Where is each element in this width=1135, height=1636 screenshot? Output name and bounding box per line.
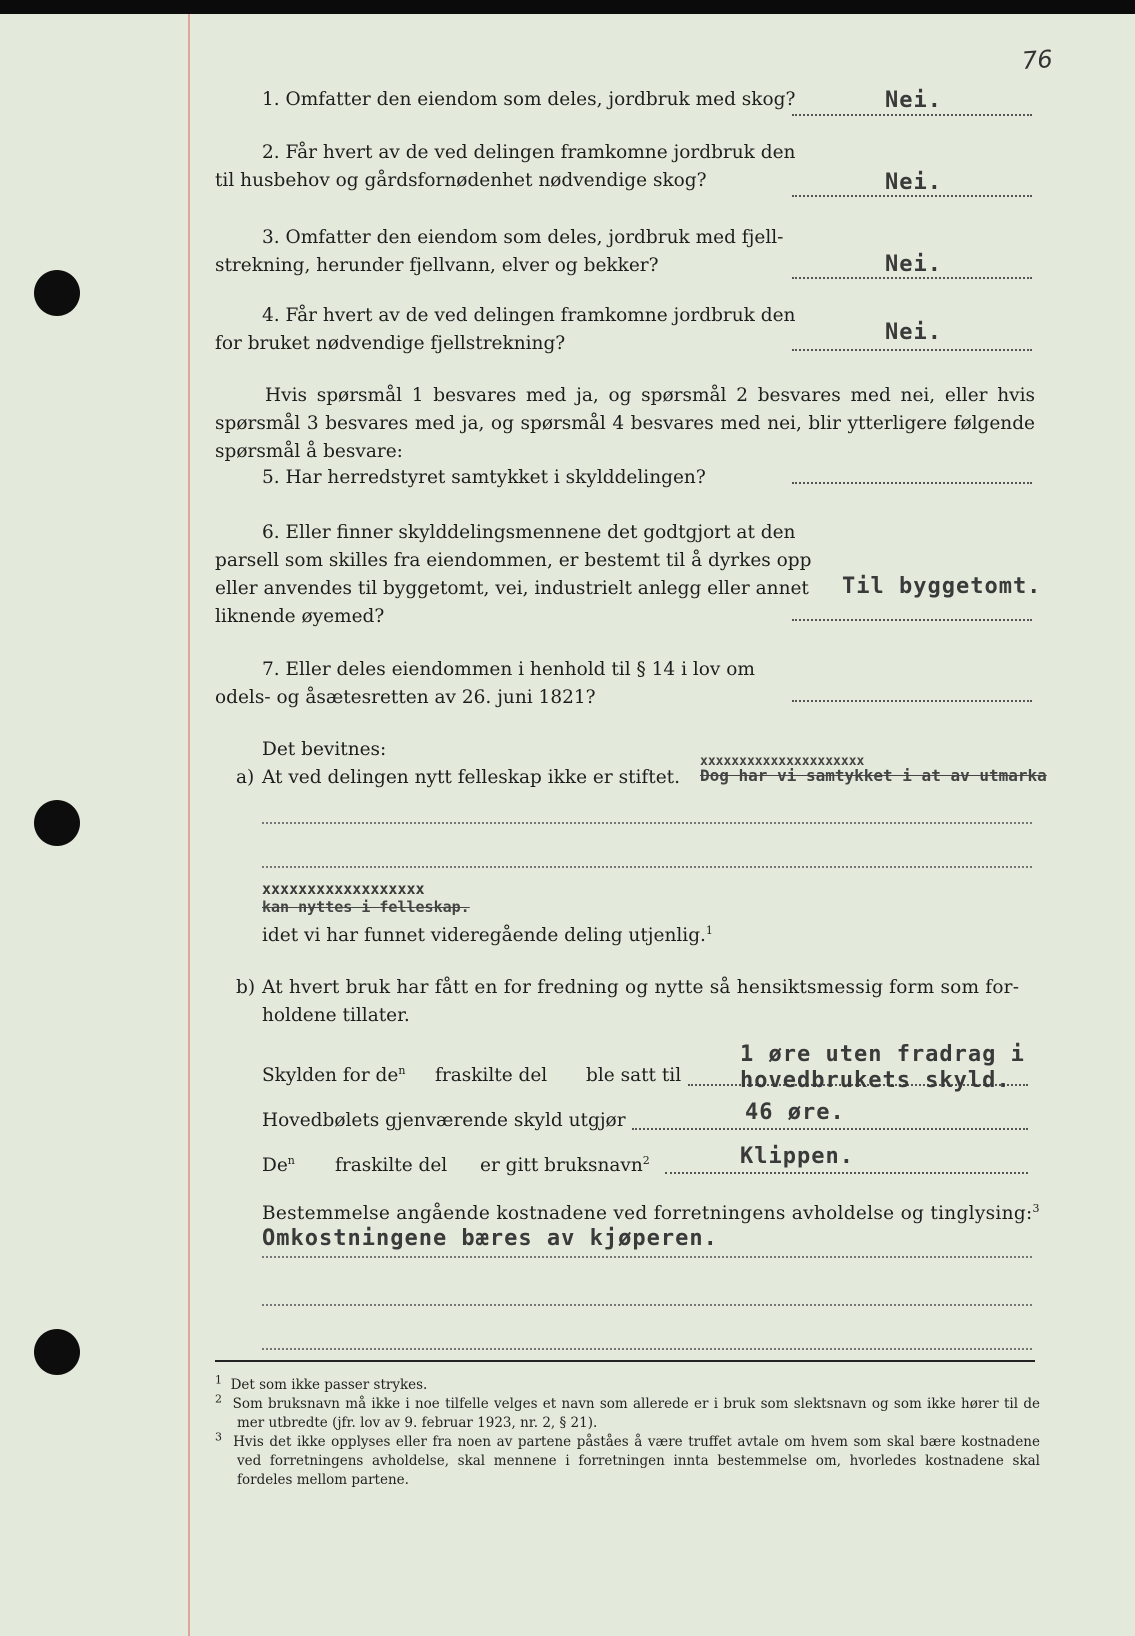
question-4-line-2: for bruket nødvendige fjellstrekning? [215, 333, 566, 354]
attest-b-label: b) [236, 977, 256, 998]
answer-2: Nei. [885, 170, 942, 195]
attest-a-tail: idet vi har funnet videregående deling utjenlig.$^1$ [262, 923, 713, 946]
punch-hole [34, 800, 80, 846]
skyld-label-3: De$^n$ [262, 1153, 295, 1176]
x-row: xxxxxxxxxxxxxxxxxx [262, 880, 425, 898]
answer-line [792, 619, 1032, 621]
margin-rule [188, 14, 190, 1636]
question-3-line-1: 3. Omfatter den eiendom som deles, jordbruk med fjell- [262, 227, 784, 248]
question-1: 1. Omfatter den eiendom som deles, jordbruk med skog? [262, 89, 796, 110]
attest-a-text: At ved delingen nytt felleskap ikke er stiftet. [262, 767, 680, 788]
footnote-rule [215, 1360, 1035, 1362]
question-6-line-4: liknende øyemed? [215, 606, 385, 627]
answer-line [792, 349, 1032, 351]
conditional-paragraph: Hvis spørsmål 1 besvares med ja, og spørsmål 2 besvares med nei, eller hvis spørsmål 3 besvares med ja, og spørsmål 4 besvares med nei, blir ytterligere følgende spørsmål å besvare: [215, 385, 1035, 462]
costs-value: Omkostningene bæres av kjøperen. [262, 1226, 718, 1251]
answer-line [665, 1172, 1028, 1174]
question-6-line-1: 6. Eller finner skylddelingsmennene det godtgjort at den [262, 522, 796, 543]
skyld-value-1b: hovedbrukets skyld. [740, 1068, 1011, 1093]
struck-text: Dog har vi samtykket i at av utmarka [700, 766, 1047, 785]
question-5: 5. Har herredstyret samtykket i skylddelingen? [262, 467, 706, 488]
attest-heading: Det bevitnes: [262, 739, 387, 760]
answer-line [792, 195, 1032, 197]
attest-a-label: a) [236, 767, 255, 788]
question-6-line-2: parsell som skilles fra eiendommen, er bestemt til å dyrkes opp [215, 550, 812, 571]
document-page [0, 14, 1135, 1636]
skyld-label-1c: ble satt til [586, 1065, 682, 1086]
question-7-line-1: 7. Eller deles eiendommen i henhold til § 14 i lov om [262, 659, 755, 680]
answer-line [632, 1128, 1028, 1130]
punch-hole [34, 1329, 80, 1375]
blank-line [262, 1348, 1032, 1350]
blank-line [262, 866, 1032, 868]
blank-line [262, 1304, 1032, 1306]
question-7-line-2: odels- og åsætesretten av 26. juni 1821? [215, 687, 596, 708]
skyld-label-3b: fraskilte del [335, 1155, 448, 1176]
answer-line [792, 700, 1032, 702]
skyld-label-2: Hovedbølets gjenværende skyld utgjør [262, 1110, 626, 1131]
answer-3: Nei. [885, 252, 942, 277]
question-6-line-3: eller anvendes til byggetomt, vei, industrielt anlegg eller annet [215, 578, 809, 599]
attest-b-line-1: At hvert bruk har fått en for fredning og nytte så hensiktsmessig form som for- [262, 977, 1020, 998]
footnotes [215, 1373, 1040, 1490]
costs-label: Bestemmelse angående kostnadene ved forretningens avholdelse og tinglysing:$^3$ [262, 1201, 1040, 1224]
skyld-value-2: 46 øre. [745, 1100, 845, 1125]
struck-line: kan nyttes i felleskap. [262, 898, 470, 916]
answer-1: Nei. [885, 88, 942, 113]
punch-hole [34, 270, 80, 316]
answer-6: Til byggetomt. [842, 574, 1042, 599]
answer-4: Nei. [885, 320, 942, 345]
footnote-3: $^3$ Hvis det ikke opplyses eller fra noen av partene påståes å være truffet avtale om hvem som skal bære kostnadene ved forretningens avholdelse, skal mennene i forretningen innta bestemmelse om, hvorledes kostnadene skal fordeles mellom partene. [215, 1430, 1040, 1488]
blank-line [262, 822, 1032, 824]
skyld-value-1a: 1 øre uten fradrag i [740, 1042, 1025, 1067]
skyld-value-3: Klippen. [740, 1144, 854, 1169]
footnote-1: $^1$ Det som ikke passer strykes. [215, 1373, 428, 1393]
answer-line [792, 277, 1032, 279]
skyld-label-3c: er gitt bruksnavn$^2$ [480, 1153, 650, 1176]
struck-x-row: xxxxxxxxxxxxxxxxxxxxx [700, 754, 865, 769]
skyld-label-1b: fraskilte del [435, 1065, 548, 1086]
question-2-line-2: til husbehov og gårdsfornødenhet nødvendige skog? [215, 170, 707, 191]
blank-line [262, 1256, 1032, 1258]
attest-b-line-2: holdene tillater. [262, 1005, 410, 1026]
page-number: 76 [1021, 44, 1054, 76]
question-3-line-2: strekning, herunder fjellvann, elver og bekker? [215, 255, 659, 276]
footnote-2: $^2$ Som bruksnavn må ikke i noe tilfelle velges et navn som allerede er i bruk som slektsnavn og som ikke hører til de mer utbredte (jfr. lov av 9. februar 1923, nr. 2, § 21). [215, 1392, 1040, 1431]
answer-line [792, 482, 1032, 484]
skyld-label-1: Skylden for $de^n$ [262, 1063, 406, 1086]
question-4-line-1: 4. Får hvert av de ved delingen framkomne jordbruk den [262, 305, 796, 326]
answer-line [792, 114, 1032, 116]
question-2-line-1: 2. Får hvert av de ved delingen framkomne jordbruk den [262, 142, 796, 163]
